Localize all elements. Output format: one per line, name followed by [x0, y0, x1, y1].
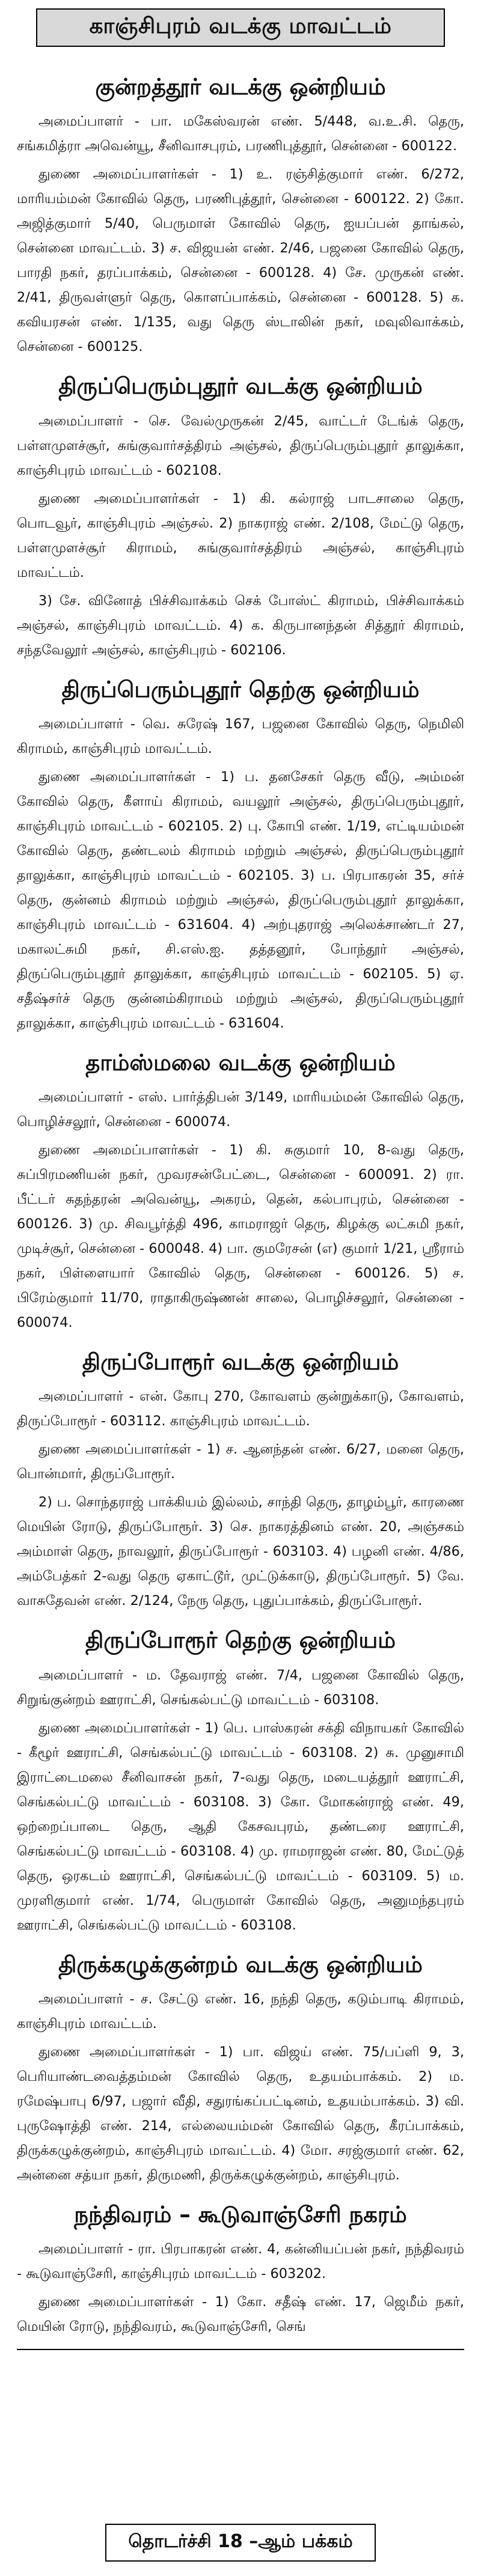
deputy-paragraph: துணை அமைப்பாளர்கள் - 1) பா. விஜய் எண். 75/பப்ளி 9, 3, பெரியாண்டவைத்தம்மன் கோவில் தெரு, உதயம்பாக்கம். 2) ம. ரமேஷ்பாபு 6/97, பஜார் வீதி, சதுரங்கப்பட்டினம், உதயம்பாக்கம். 3) வி. புருஷோத்தி எண். 214, எல்லையம்மன் கோவில் தெரு, கீரப்பாக்கம், திருக்கழுக்குன்றம், காஞ்சிபுரம் மாவட்டம். 4) மோ. சரஜ்குமார் எண். 62, அன்னை சத்யா நகர், திருமணி, திருக்கழுக்குன்றம், காஞ்சிபுரம். [17, 2044, 464, 2183]
deputy-paragraph: துணை அமைப்பாளர்கள் - 1) கோ. சதீஷ் எண். 17, ஜெமீம் நகர், மெயின் ரோடு, நந்திவரம், கூடுவாஞ்சேரி, செங் [17, 2294, 464, 2334]
section-heading: நந்திவரம் – கூடுவாஞ்சேரி நகரம் [74, 2201, 407, 2227]
section-heading: தாம்ஸ்மலை வடக்கு ஒன்றியம் [85, 1049, 396, 1076]
section-sriperumbudur-south [17, 676, 464, 1036]
organizer-paragraph: அமைப்பாளர் - ரா. பிரபாகரன் எண். 4, கன்னியப்பன் நகர், நந்திவரம் - கூடுவாஞ்சேரி, காஞ்சிபுரம் மாவட்டம் - 603202. [17, 2241, 464, 2282]
section-heading: திருக்கழுக்குன்றம் வடக்கு ஒன்றியம் [58, 1951, 423, 1978]
section-heading: திருப்போரூர் வடக்கு ஒன்றியம் [82, 1349, 399, 1375]
section-heading: குன்றத்தூர் வடக்கு ஒன்றியம் [95, 74, 386, 100]
continuation-footer [0, 2521, 481, 2564]
deputy-paragraph: துணை அமைப்பாளர்கள் - 1) உ. ரஞ்சித்குமார் எண். 6/272, மாரியம்மன் கோவில் தெரு, பரணிபுத்தூர், சென்னை - 600122. 2) கோ. அஜித்குமார் 5/40, பெருமாள் கோவில் தெரு, ஐயப்பன் தாங்கல், சென்னை மாவட்டம். 3) ச. விஜயன் எண். 2/46, பஜனை கோவில் தெரு, பாரதி நகர், தரப்பாக்கம், சென்னை - 600128. 4) சே. முருகன் எண். 2/41, திருவள்ளுர் தெரு, கொளப்பாக்கம், சென்னை - 600128. 5) க. கவியரசன் எண். 1/135, வது தெரு ஸ்டாலின் நகர், மவுலிவாக்கம், சென்னை - 600125. [17, 166, 464, 355]
deputy-paragraph: துணை அமைப்பாளர்கள் - 1) பெ. பாஸ்கரன் சக்தி விநாயகர் கோவில் - கீழூர் ஊராட்சி, செங்கல்பட்டு மாவட்டம் - 603108. 2) சு. முனுசாமி இராட்டைமலை சீனிவாசன் நகர், 7-வது தெரு, மடையத்தூர் ஊராட்சி, செங்கல்பட்டு மாவட்டம் - 603108. 3) கோ. மோகன்ராஜ் எண். 49, ஒற்றைப்பாடை தெரு, ஆதி கேசவபுரம், தண்டரை ஊராட்சி, செங்கல்பட்டு மாவட்டம் - 603108. 4) மு. ராமராஜன் எண். 80, மேட்டுத் தெரு, ஒரகடம் ஊராட்சி, செங்கல்பட்டு மாவட்டம் - 603109. 5) ம. முரளிகுமார் எண். 1/74, பெருமாள் கோவில் தெரு, அனுமந்தபுரம் ஊராட்சி, செங்கல்பட்டு மாவட்டம் - 603108. [17, 1720, 464, 1933]
section-heading: திருப்பெரும்புதூர் வடக்கு ஒன்றியம் [58, 373, 423, 400]
section-thirukalukundram-north [17, 1951, 464, 2188]
organizer-paragraph: அமைப்பாளர் - ச. சேட்டு எண். 16, நந்தி தெரு, கடும்பாடி கிராமம், காஞ்சிபுரம் மாவட்டம். [17, 1991, 464, 2032]
organizer-paragraph: அமைப்பாளர் - பா. மகேஸ்வரன் எண். 5/448, வ.உ.சி. தெரு, சங்கமித்ரா அவென்யூ, சீனிவாசபுரம், பரணிபுத்தூர், சென்னை - 600122. [17, 114, 464, 154]
bottom-divider [17, 2349, 464, 2350]
section-heading: திருப்பெரும்புதூர் தெற்கு ஒன்றியம் [61, 676, 420, 702]
district-banner [36, 8, 445, 47]
deputy-paragraph-cont: 2) ப. சொந்தராஜ் பாக்கியம் இல்லம், சாந்தி தெரு, தாழம்பூர், காரணை மெயின் ரோடு, திருப்போரூர். 3) செ. நாகரத்தினம் எண். 20, அஞ்சகம் அம்மாள் தெரு, நாவலூர், திருப்போரூர் - 603103. 4) பழனி எண். 4/86, அம்பேத்கர் 2-வது தெரு ஏகாட்டூர், முட்டுக்காடு, திருப்போரூர். 5) வே. வாசுதேவன் எண். 2/124, நேரு தெரு, புதுப்பாக்கம், திருப்போரூர். [17, 1494, 464, 1609]
deputy-paragraph: துணை அமைப்பாளர்கள் - 1) கி. சுகுமார் 10, 8-வது தெரு, சுப்பிரமணியன் நகர், முவரசன்பேட்டை, சென்னை - 600091. 2) ரா. பீட்டர் சுதந்தரன் அவென்யூ, அகரம், தென், கல்பாபுரம், சென்னை - 600126. 3) மு. சிவபூர்த்தி 496, காமராஜர் தெரு, கிழக்கு லட்சுமி நகர், முடிச்சூர், சென்னை - 600048. 4) பா. குமரேசன் (எ) குமார் 1/21, ஸ்ரீராம் நகர், பிள்ளையார் கோவில் தெரு, சென்னை - 600126. 5) ச. பிரேம்குமார் 11/70, ராதாகிருஷ்ணன் சாலை, பொழிச்சலூர், சென்னை - 600074. [17, 1142, 464, 1330]
section-thiruporur-north [17, 1348, 464, 1613]
sections-column [17, 60, 464, 2350]
deputy-paragraph-cont: 3) சே. வினோத் பிச்சிவாக்கம் செக் போஸ்ட் கிராமம், பிச்சிவாக்கம் அஞ்சல், காஞ்சிபுரம் மாவட்டம். 4) க. கிருபானந்தன் சித்தூர் கிராமம், சந்தவேலூர் அஞ்சல், காஞ்சிபுரம் - 602106. [17, 592, 464, 658]
organizer-paragraph: அமைப்பாளர் - வெ. சுரேஷ் 167, பஜனை கோவில் தெரு, நெமிலி கிராமம், காஞ்சிபுரம் மாவட்டம். [17, 716, 464, 757]
district-title: காஞ்சிபுரம் வடக்கு மாவட்டம் [89, 14, 392, 38]
section-heading: திருப்போரூர் தெற்கு ஒன்றியம் [85, 1627, 396, 1654]
organizer-paragraph: அமைப்பாளர் - செ. வேல்முருகன் 2/45, வாட்டர் டேங்க் தெரு, பள்ளமுளச்சூர், சுங்குவார்சத்திரம் அஞ்சல், திருப்பெரும்புதூர் தாலுக்கா, காஞ்சிபுரம் மாவட்டம் - 602108. [17, 413, 464, 478]
deputy-paragraph: துணை அமைப்பாளர்கள் - 1) ச. ஆனந்தன் எண். 6/27, மனை தெரு, பொன்மார், திருப்போரூர். [17, 1442, 464, 1482]
section-nandivaram-guduvanchery [17, 2201, 464, 2339]
organizer-paragraph: அமைப்பாளர் - எஸ். பார்த்திபன் 3/149, மாரியம்மன் கோவில் தெரு, பொழிச்சலூர், சென்னை - 600074. [17, 1089, 464, 1130]
section-kundrathur-north [17, 73, 464, 359]
organizer-paragraph: அமைப்பாளர் - ம. தேவராஜ் எண். 7/4, பஜனை கோவில் தெரு, சிறுங்குன்றம் ஊராட்சி, செங்கல்பட்டு மாவட்டம் - 603108. [17, 1667, 464, 1708]
continuation-note: தொடர்ச்சி 18 –ஆம் பக்கம் [105, 2524, 375, 2562]
organizer-paragraph: அமைப்பாளர் - என். கோபு 270, கோவளம் குன்றுக்காடு, கோவளம், திருப்போரூர் - 603112. காஞ்சிபுரம் மாவட்டம். [17, 1389, 464, 1430]
deputy-paragraph: துணை அமைப்பாளர்கள் - 1) ப. தனசேகர் தெரு வீடு, அம்மன் கோவில் தெரு, கீளாய் கிராமம், வயலூர் அஞ்சல், திருப்பெரும்புதூர், காஞ்சிபுரம் மாவட்டம் - 602105. 2) பு. கோபி எண். 1/19, எட்டியம்மன் கோவில் தெரு, தண்டலம் கிராமம் மற்றும் அஞ்சல், திருப்பெரும்புதூர் தாலுக்கா, காஞ்சிபுரம் மாவட்டம் - 602105. 3) ப. பிரபாகரன் 35, சர்ச் தெரு, குன்னம் கிராமம் மற்றும் அஞ்சல், திருப்பெரும்புதூர் தாலுக்கா, காஞ்சிபுரம் மாவட்டம் - 631604. 4) அற்புதராஜ் அலெக்சாண்டர் 27, மகாலட்சுமி நகர், சி.எஸ்.ஐ. தத்தனூர், போந்தூர் அஞ்சல், திருப்பெரும்புதூர் தாலுக்கா, காஞ்சிபுரம் மாவட்டம் - 602105. 5) ஏ. சதீஷ்சர்ச் தெரு குன்னம்கிராமம் மற்றும் அஞ்சல், திருப்பெரும்புதூர் தாலுக்கா, காஞ்சிபுரம் மாவட்டம் - 631604. [17, 769, 464, 1031]
section-thiruporur-south [17, 1627, 464, 1937]
section-sriperumbudur-north [17, 373, 464, 662]
deputy-paragraph: துணை அமைப்பாளர்கள் - 1) கி. கல்ராஜ் பாடசாலை தெரு, பொடவூர், காஞ்சிபுரம் அஞ்சல். 2) நாகராஜ் எண். 2/108, மேட்டு தெரு, பள்ளமுளச்சூர் கிராமம், சுங்குவார்சத்திரம் அஞ்சல், காஞ்சிபுரம் மாவட்டம். [17, 490, 464, 580]
section-thomasmalai-north [17, 1049, 464, 1335]
